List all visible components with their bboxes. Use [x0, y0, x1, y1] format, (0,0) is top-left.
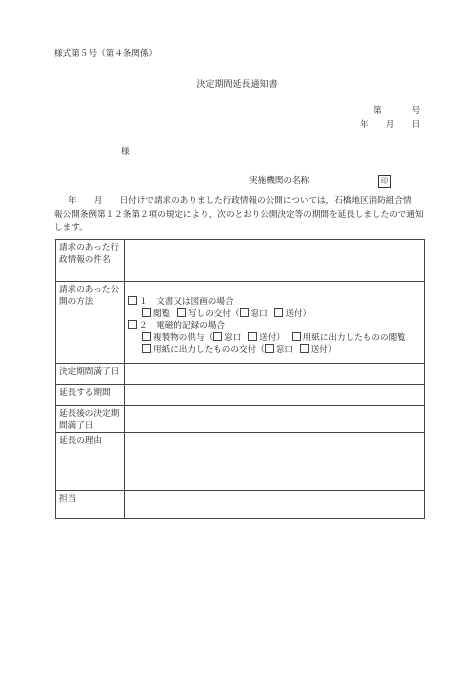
option-label: 複製物の供与（ [153, 333, 214, 343]
checkbox [142, 332, 151, 341]
option-label: 用紙に出力したものの閲覧 [302, 333, 406, 343]
document-title: 決定期間延長通知書 [196, 80, 278, 90]
checkbox [213, 332, 222, 341]
table-row [56, 282, 425, 364]
row-value-person-in-charge [125, 491, 425, 519]
row-value-extension-reason [125, 433, 425, 491]
form-number: 様式第５号（第４条関係） [54, 49, 158, 59]
table-row [56, 406, 425, 433]
method-option-1-detail [128, 308, 421, 320]
method-option-1 [128, 296, 421, 308]
option-label: 窓口 [250, 309, 268, 319]
row-label-document-name: 請求のあった行政情報の件名 [56, 240, 125, 282]
document-number [373, 107, 420, 116]
checkbox [142, 308, 151, 317]
option-label: 窓口 [275, 345, 293, 355]
option-label: 送付） [259, 333, 285, 343]
body-line-1: 年 月 日付けで請求のありました行政情報の公開については，石橋地区消防組合情 [68, 196, 412, 206]
checkbox [128, 320, 137, 329]
checkbox [292, 332, 301, 341]
option-label: 送付） [285, 309, 312, 319]
table-row [56, 240, 425, 282]
agency-name-label: 実施機関の名称 [249, 176, 310, 186]
notice-table [55, 239, 425, 519]
checkbox [177, 308, 186, 317]
row-label-decision-deadline: 決定期間満了日 [56, 364, 125, 385]
checkbox [248, 332, 257, 341]
addressee: 様 [121, 147, 130, 157]
checkbox [274, 308, 283, 317]
body-line-2: 報公開条例第１２条第２項の規定により，次のとおり公開決定等の期間を延長しましたので通知 [54, 209, 424, 220]
method-option-2-detail-a [128, 332, 421, 344]
method-option-1-label: １ 文書又は図画の場合 [139, 297, 234, 307]
option-label: 用紙に出力したものの交付（ [153, 345, 265, 355]
method-option-2-label: ２ 電磁的記録の場合 [139, 321, 225, 331]
row-label-person-in-charge: 担当 [56, 491, 125, 519]
row-value-extension-period [125, 385, 425, 406]
seal-mark: 印 [378, 175, 391, 188]
checkbox [240, 308, 249, 317]
row-label-disclosure-method: 請求のあった公開の方法 [56, 282, 125, 364]
option-label: 送付） [310, 345, 337, 355]
method-option-2-detail-b [128, 344, 421, 356]
row-label-extension-period: 延長する期間 [56, 385, 125, 406]
checkbox [128, 296, 137, 305]
row-label-extension-reason: 延長の理由 [56, 433, 125, 491]
option-label: 閲覧 [153, 309, 171, 319]
table-row [56, 491, 425, 519]
table-row [56, 433, 425, 491]
document-date: 年 月 日 [360, 120, 421, 130]
doc-no-suffix: 号 [411, 106, 421, 116]
body-line-3: します。 [54, 223, 88, 234]
body-text [54, 195, 432, 236]
method-option-2 [128, 320, 421, 332]
doc-no-prefix: 第 [373, 106, 382, 116]
option-label: 窓口 [224, 333, 242, 343]
checkbox [300, 344, 309, 353]
row-value-extended-deadline [125, 406, 425, 433]
checkbox [265, 344, 274, 353]
row-value-decision-deadline [125, 364, 425, 385]
table-row [56, 385, 425, 406]
row-label-extended-deadline: 延長後の決定期間満了日 [56, 406, 125, 433]
row-value-disclosure-method [125, 282, 425, 364]
table-row [56, 364, 425, 385]
option-label: 写しの交付（ [187, 309, 240, 319]
checkbox [142, 344, 151, 353]
row-value-document-name [125, 240, 425, 282]
